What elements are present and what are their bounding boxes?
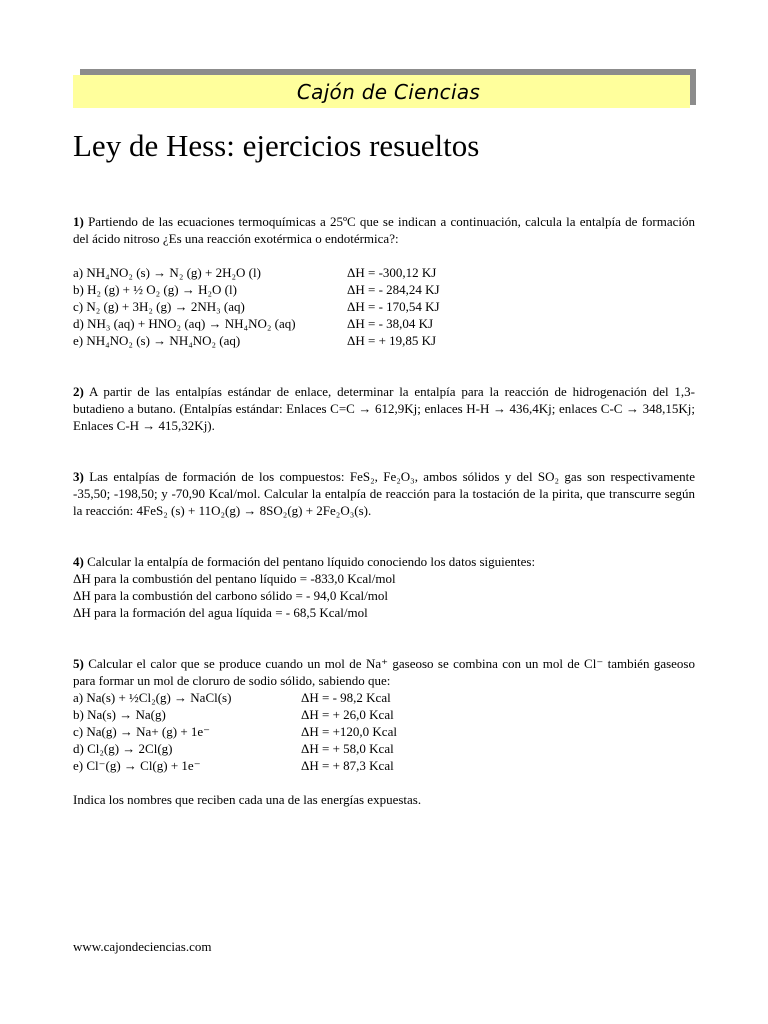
data-line: ΔH para la formación del agua líquida = - 68,5 Kcal/mol [73,605,368,620]
equation-row [73,740,695,757]
data-line: ΔH para la combustión del pentano líquido = -833,0 Kcal/mol [73,571,396,586]
reaction: a) Na(s) + ½Cl₂(g) → NaCl(s) [73,690,232,705]
reaction: c) N₂ (g) + 3H₂ (g) → 2NH₃ (aq) [73,299,245,314]
header-banner [73,75,690,108]
equation-row [73,315,695,332]
reaction: e) Cl⁻(g) → Cl(g) + 1e⁻ [73,758,201,773]
enthalpy-value: ΔH = + 26,0 Kcal [301,707,394,722]
document-body [73,213,695,808]
enthalpy-value: ΔH = - 170,54 KJ [347,299,440,314]
exercise-statement [73,468,695,519]
exercise-number: 5) [73,656,84,671]
equation-row [73,706,695,723]
reaction: c) Na(g) → Na+ (g) + 1e⁻ [73,724,211,739]
enthalpy-value: ΔH = -300,12 KJ [347,265,437,280]
brand-name: Cajón de Ciencias [296,79,481,104]
enthalpy-value: ΔH = + 87,3 Kcal [301,758,394,773]
spacer [73,349,695,383]
spacer [73,621,695,655]
data-line: ΔH para la combustión del carbono sólido = - 94,0 Kcal/mol [73,588,388,603]
exercise-3 [73,468,695,519]
exercise-2 [73,383,695,434]
exercise-statement [73,655,695,689]
spacer [73,519,695,553]
reaction: e) NH₄NO₂ (s) → NH₄NO₂ (aq) [73,333,241,348]
exercise-text: Las entalpías de formación de los compuestos: FeS₂, Fe₂O₃, ambos sólidos y del SO₂ gas son respectivamente -35,50; -198,50; y -70,90 Kcal/mol. Calcular la entalpía de reacción para la tostación de la pirita, que transcurre según la reacción: 4FeS₂ (s) + 11O₂(g) → 8SO₂(g) + 2Fe₂O₃(s). [73,469,696,518]
exercise-statement [73,553,695,570]
equation-row [73,264,695,281]
exercise-statement [73,213,695,247]
exercise-4 [73,553,695,621]
equation-list [73,264,695,349]
exercise-number: 2) [73,384,84,399]
equation-row [73,689,695,706]
enthalpy-value: ΔH = - 284,24 KJ [347,282,440,297]
page-title: Ley de Hess: ejercicios resueltos [73,128,480,163]
spacer [73,434,695,468]
equation-row [73,332,695,349]
exercise-text: Partiendo de las ecuaciones termoquímicas a 25ºC que se indican a continuación, calcula la entalpía de formación del ácido nitroso ¿Es una reacción exotérmica o endotérmica?: [73,214,696,246]
enthalpy-value: ΔH = +120,0 Kcal [301,724,397,739]
enthalpy-value: ΔH = + 19,85 KJ [347,333,437,348]
spacer [73,774,695,791]
reaction: d) NH₃ (aq) + HNO₂ (aq) → NH₄NO₂ (aq) [73,316,296,331]
exercise-1 [73,213,695,349]
exercise-number: 4) [73,554,84,569]
exercise-5 [73,655,695,808]
equation-row [73,723,695,740]
equation-row [73,757,695,774]
footer-url[interactable]: www.cajondeciencias.com [73,939,212,954]
exercise-text: Calcular la entalpía de formación del pentano líquido conociendo los datos siguientes: [87,554,536,569]
exercise-text: Calcular el calor que se produce cuando un mol de Na⁺ gaseoso se combina con un mol de Cl⁻ también gaseoso para formar un mol de cloruro de sodio sólido, sabiendo que: [73,656,695,688]
closing-question: Indica los nombres que reciben cada una de las energías expuestas. [73,792,422,807]
equation-list [73,689,695,774]
exercise-number: 3) [73,469,84,484]
reaction: a) NH₄NO₂ (s) → N₂ (g) + 2H₂O (l) [73,265,261,280]
reaction: b) Na(s) → Na(g) [73,707,166,722]
exercise-text: A partir de las entalpías estándar de enlace, determinar la entalpía para la reacción de hidrogenación del 1,3-butadieno a butano. (Entalpías estándar: Enlaces C=C → 612,9Kj; enlaces H-H → 436,4Kj; enlaces C-C → 348,15Kj; Enlaces C-H → 415,32Kj). [73,384,695,433]
exercise-number: 1) [73,214,84,229]
equation-row [73,298,695,315]
exercise-statement [73,383,695,434]
reaction: b) H₂ (g) + ½ O₂ (g) → H₂O (l) [73,282,237,297]
equation-row [73,281,695,298]
enthalpy-value: ΔH = + 58,0 Kcal [301,741,394,756]
enthalpy-value: ΔH = - 38,04 KJ [347,316,434,331]
reaction: d) Cl₂(g) → 2Cl(g) [73,741,173,756]
enthalpy-value: ΔH = - 98,2 Kcal [301,690,391,705]
